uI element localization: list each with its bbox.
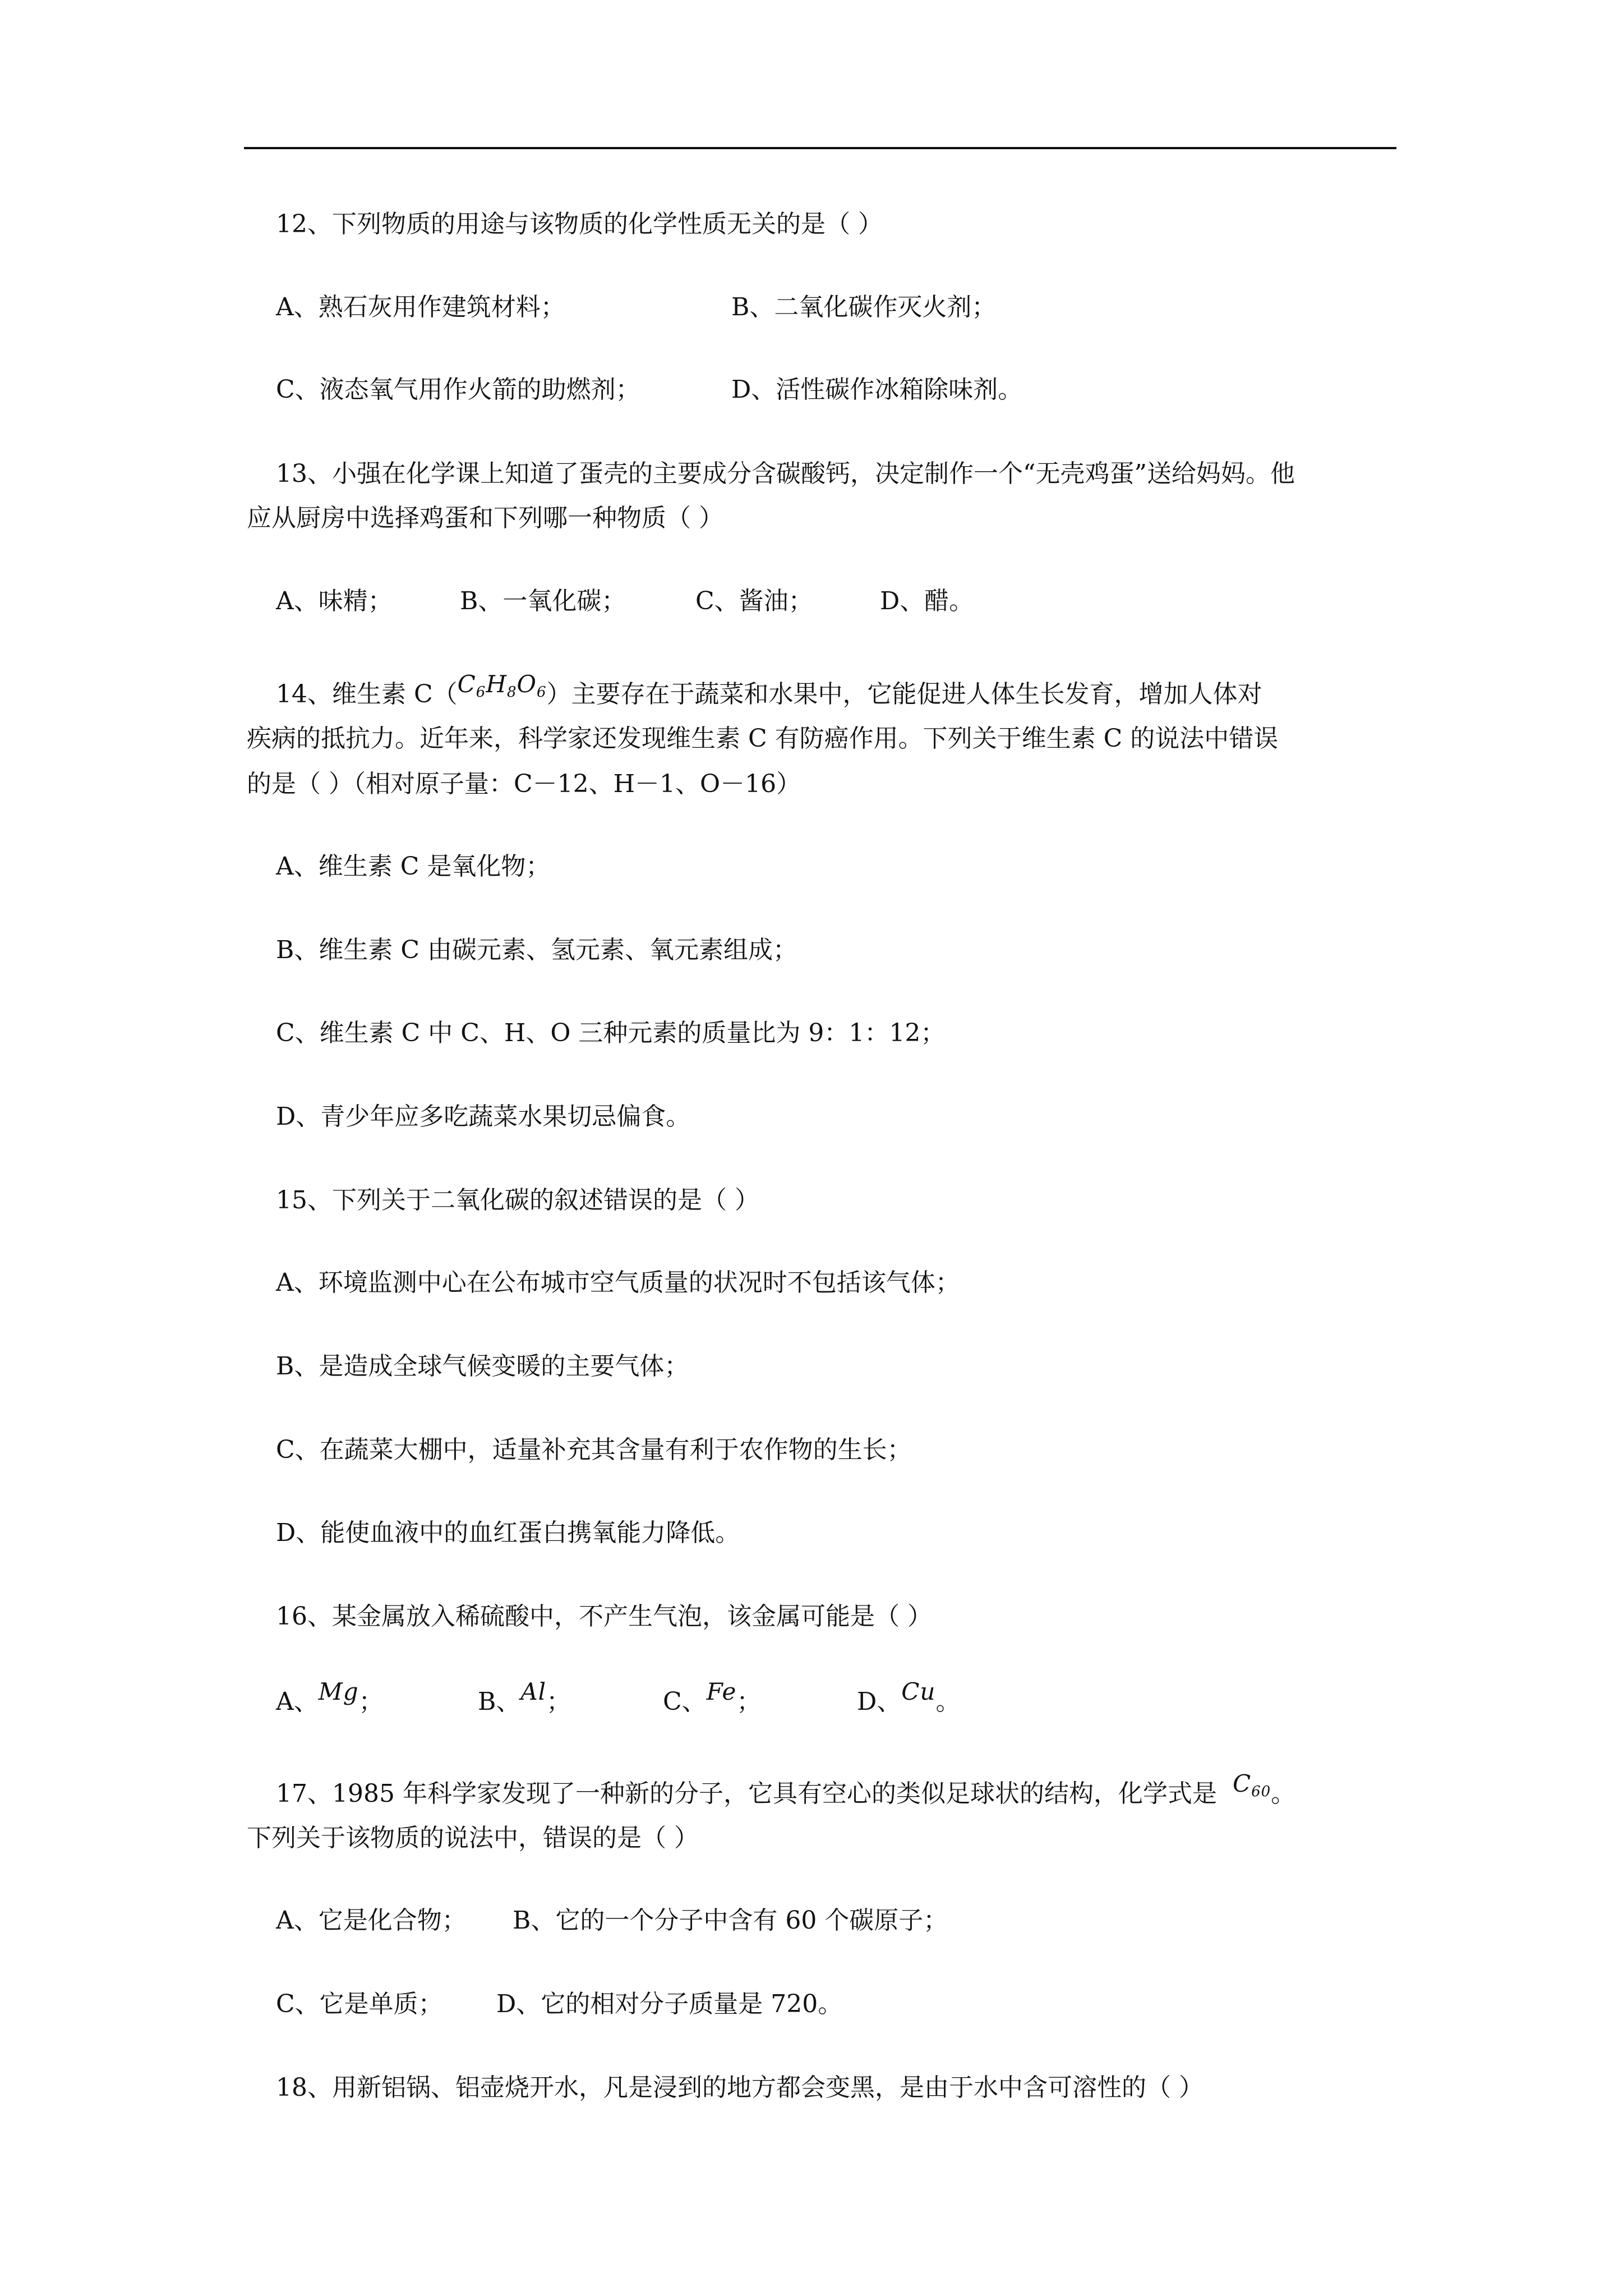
q16-option-b: B、Al； (478, 1685, 571, 1719)
q17-option-a: A、它是化合物； (276, 1906, 467, 1935)
q15-option-b: B、是造成全球气候变暖的主要气体； (276, 1352, 689, 1381)
q15-option-a: A、环境监测中心在公布城市空气质量的状况时不包括该气体； (276, 1268, 960, 1297)
q12-option-a: A、熟石灰用作建筑材料； (276, 293, 565, 321)
q12-option-b: B、二氧化碳作灭火剂； (731, 293, 997, 321)
c60-formula: $C_{60}$ (1232, 1770, 1271, 1800)
q14-stem-line2: 疾病的抵抗力。近年来，科学家还发现维生素 C 有防癌作用。下列关于维生素 C 的说法中错误 (247, 724, 1279, 753)
q14-option-c: C、维生素 C 中 C、H、O 三种元素的质量比为 9：1：12； (276, 1019, 946, 1047)
q16-option-d: D、Cu。 (857, 1685, 960, 1719)
q17-stem-line1 (276, 1770, 1296, 1811)
q16-stem: 16、某金属放入稀硫酸中，不产生气泡，该金属可能是（ ） (276, 1602, 932, 1631)
q14-stem-line3: 的是（ ）（相对原子量：C－12、H－1、O－16） (247, 770, 801, 798)
q13-options (276, 585, 1061, 618)
q13-option-d: D、醋。 (880, 587, 974, 615)
q16-option-c: C、Fe； (663, 1685, 761, 1719)
q16-options (276, 1678, 1061, 1719)
q17-option-c: C、它是单质； (276, 1990, 443, 2018)
q12-options-row1 (276, 291, 1341, 324)
cu-formula: Cu (901, 1678, 936, 1705)
q17-stem-pre: 17、1985 年科学家发现了一种新的分子，它具有空心的类似足球状的结构，化学式是 (276, 1779, 1217, 1808)
q14-option-d: D、青少年应多吃蔬菜水果切忌偏食。 (276, 1102, 691, 1131)
q16-option-a: A、Mg； (276, 1685, 384, 1719)
al-formula: Al (520, 1678, 547, 1705)
q14-stem-post: ）主要存在于蔬菜和水果中，它能促进人体生长发育，增加人体对 (546, 680, 1262, 708)
header-rule (244, 147, 1396, 149)
q14-stem-line1 (276, 670, 1262, 711)
q15-option-d: D、能使血液中的血红蛋白携氧能力降低。 (276, 1519, 740, 1547)
q13-stem-line2: 应从厨房中选择鸡蛋和下列哪一种物质（ ） (247, 504, 723, 532)
q13-option-b: B、一氧化碳； (460, 587, 626, 615)
q14-option-a: A、维生素 C 是氧化物； (276, 852, 551, 881)
q14-stem-pre: 14、维生素 C（ (276, 680, 458, 708)
fe-formula: Fe (706, 1678, 737, 1705)
q17-options-row1 (276, 1904, 1061, 1938)
q13-stem-line1: 13、小强在化学课上知道了蛋壳的主要成分含碳酸钙，决定制作一个“无壳鸡蛋”送给妈妈。他 (276, 459, 1295, 488)
q17-option-d: D、它的相对分子质量是 720。 (496, 1990, 843, 2018)
q15-stem: 15、下列关于二氧化碳的叙述错误的是（ ） (276, 1186, 759, 1214)
q12-option-d: D、活性碳作冰箱除味剂。 (731, 375, 1023, 404)
vitamin-c-formula: $C_6H_8O_6$ (457, 670, 547, 701)
q12-option-c: C、液态氧气用作火箭的助燃剂； (276, 375, 640, 404)
q17-stem-end: 。 (1271, 1779, 1296, 1808)
q14-option-b: B、维生素 C 由碳元素、氢元素、氧元素组成； (276, 936, 797, 964)
q17-options-row2 (276, 1987, 1061, 2021)
q13-option-a: A、味精； (276, 587, 393, 615)
q12-options-row2 (276, 373, 1341, 407)
q17-option-b: B、它的一个分子中含有 60 个碳原子； (513, 1906, 948, 1935)
q18-stem: 18、用新铝锅、铝壶烧开水，凡是浸到的地方都会变黑，是由于水中含可溶性的（ ） (276, 2073, 1204, 2102)
q17-stem-line2: 下列关于该物质的说法中，错误的是（ ） (247, 1824, 699, 1852)
q15-option-c: C、在蔬菜大棚中，适量补充其含量有利于农作物的生长； (276, 1435, 912, 1464)
mg-formula: Mg (318, 1678, 359, 1705)
q13-option-c: C、酱油； (695, 587, 813, 615)
q12-stem: 12、下列物质的用途与该物质的化学性质无关的是（ ） (276, 210, 883, 238)
